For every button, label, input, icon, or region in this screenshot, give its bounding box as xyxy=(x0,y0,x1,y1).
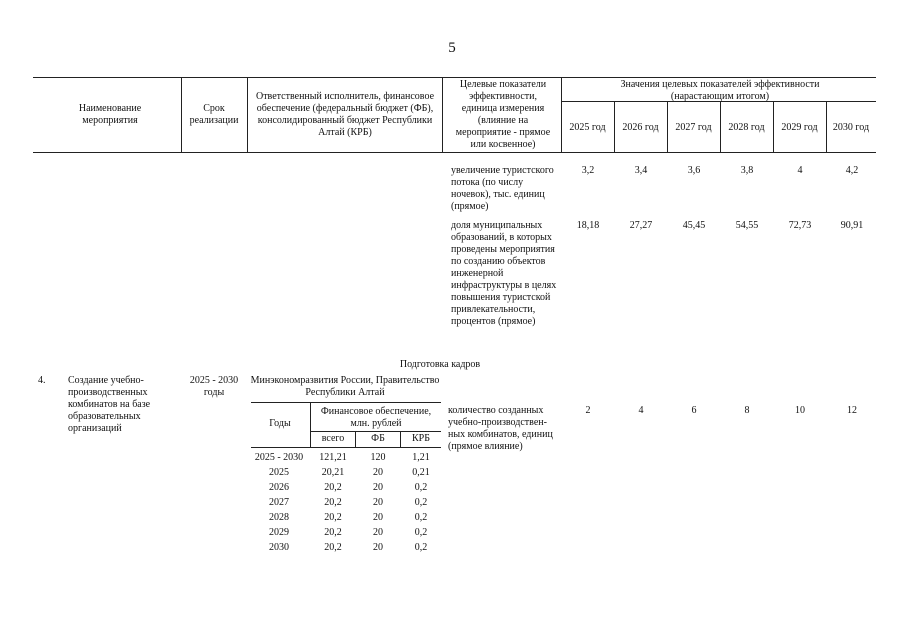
finance-year: 2025 xyxy=(269,467,289,478)
finance-krb: 0,2 xyxy=(414,527,428,538)
header-top-border xyxy=(33,77,876,78)
header-values: Значения целевых показателей эффективности (нарастающим итогом) xyxy=(620,79,820,102)
page-number: 5 xyxy=(448,40,456,56)
header-divider xyxy=(561,77,562,152)
finance-top-border xyxy=(251,402,441,403)
header-divider xyxy=(181,77,182,152)
indicator-value: 4,2 xyxy=(845,165,859,176)
header-divider xyxy=(442,77,443,152)
finance-fb: 120 xyxy=(370,452,386,463)
header-year: 2025 год xyxy=(569,122,606,133)
row-term: 2025 - 2030 годы xyxy=(189,375,239,398)
finance-header-years: Годы xyxy=(269,418,291,429)
indicator-value: 2 xyxy=(585,405,591,416)
finance-krb: 0,2 xyxy=(414,542,428,553)
section-title: Подготовка кадров xyxy=(399,359,481,370)
finance-total: 20,2 xyxy=(324,497,342,508)
finance-krb: 0,21 xyxy=(412,467,430,478)
header-year: 2026 год xyxy=(622,122,659,133)
finance-krb: 0,2 xyxy=(414,482,428,493)
indicator-value: 18,18 xyxy=(576,220,600,231)
finance-total: 20,2 xyxy=(324,527,342,538)
indicator-value: 3,6 xyxy=(687,165,701,176)
finance-total: 20,21 xyxy=(321,467,345,478)
finance-krb: 0,2 xyxy=(414,512,428,523)
finance-fb: 20 xyxy=(373,527,383,538)
finance-header-total: всего xyxy=(321,433,345,444)
finance-head-bottom-border xyxy=(251,447,441,448)
indicator-value: 8 xyxy=(744,405,750,416)
indicator-value: 72,73 xyxy=(788,220,812,231)
finance-subhead-border xyxy=(310,431,441,432)
header-name: Наименование мероприятия xyxy=(78,103,142,126)
row-number: 4. xyxy=(38,375,46,386)
row-name: Создание учебно-производственных комбинатов на базе образовательных организаций xyxy=(68,375,151,434)
header-executor: Ответственный исполнитель, финансовое обеспечение (федеральный бюджет (ФБ), консолидированный бюджет Республики Алтай (КРБ) xyxy=(255,91,435,138)
finance-year: 2028 xyxy=(269,512,289,523)
finance-year: 2027 xyxy=(269,497,289,508)
indicator-value: 3,8 xyxy=(740,165,754,176)
indicator-text: увеличение туристского потока (по числу ночевок), тыс. единиц (прямое) xyxy=(451,165,554,212)
header-indicator: Целевые показатели эффективности, единица измерения (влияние на мероприятие - прямое или косвенное) xyxy=(455,79,551,150)
indicator-value: 90,91 xyxy=(840,220,864,231)
finance-year: 2030 xyxy=(269,542,289,553)
finance-fb: 20 xyxy=(373,542,383,553)
header-bottom-border xyxy=(33,152,876,153)
header-term: Срок реализации xyxy=(189,103,239,126)
indicator-value: 4 xyxy=(638,405,644,416)
indicator-text: количество созданных учебно-производствен-ных комбинатов, единиц (прямое влияние) xyxy=(448,405,553,452)
indicator-value: 12 xyxy=(847,405,857,416)
finance-header-krb: КРБ xyxy=(412,433,430,444)
header-divider xyxy=(247,77,248,152)
finance-fb: 20 xyxy=(373,512,383,523)
finance-header-finance: Финансовое обеспечение, млн. рублей xyxy=(320,406,432,429)
finance-fb: 20 xyxy=(373,482,383,493)
indicator-value: 45,45 xyxy=(682,220,706,231)
finance-year: 2025 - 2030 xyxy=(254,452,304,463)
indicator-value: 27,27 xyxy=(629,220,653,231)
header-year: 2028 год xyxy=(728,122,765,133)
indicator-value: 54,55 xyxy=(735,220,759,231)
finance-total: 20,2 xyxy=(324,512,342,523)
indicator-value: 10 xyxy=(795,405,805,416)
finance-year: 2026 xyxy=(269,482,289,493)
indicator-value: 6 xyxy=(691,405,697,416)
finance-krb: 0,2 xyxy=(414,497,428,508)
header-year: 2030 год xyxy=(832,122,870,133)
header-year: 2029 год xyxy=(781,122,818,133)
header-year: 2027 год xyxy=(675,122,712,133)
indicator-value: 3,2 xyxy=(581,165,595,176)
indicator-text: доля муниципальных образований, в которых проведены мероприятия по созданию объектов инженерной инфраструктуры в целях повышения туристской привлекательности, процентов (прямое) xyxy=(451,220,557,327)
finance-fb: 20 xyxy=(373,497,383,508)
finance-header-fb: ФБ xyxy=(371,433,385,444)
indicator-value: 3,4 xyxy=(634,165,648,176)
indicator-value: 4 xyxy=(797,165,803,176)
finance-fb: 20 xyxy=(373,467,383,478)
finance-total: 20,2 xyxy=(324,482,342,493)
row-executor: Минэкономразвития России, Правительство Республики Алтай xyxy=(250,375,440,398)
finance-total: 20,2 xyxy=(324,542,342,553)
finance-total: 121,21 xyxy=(319,452,347,463)
finance-krb: 1,21 xyxy=(412,452,430,463)
finance-year: 2029 xyxy=(269,527,289,538)
